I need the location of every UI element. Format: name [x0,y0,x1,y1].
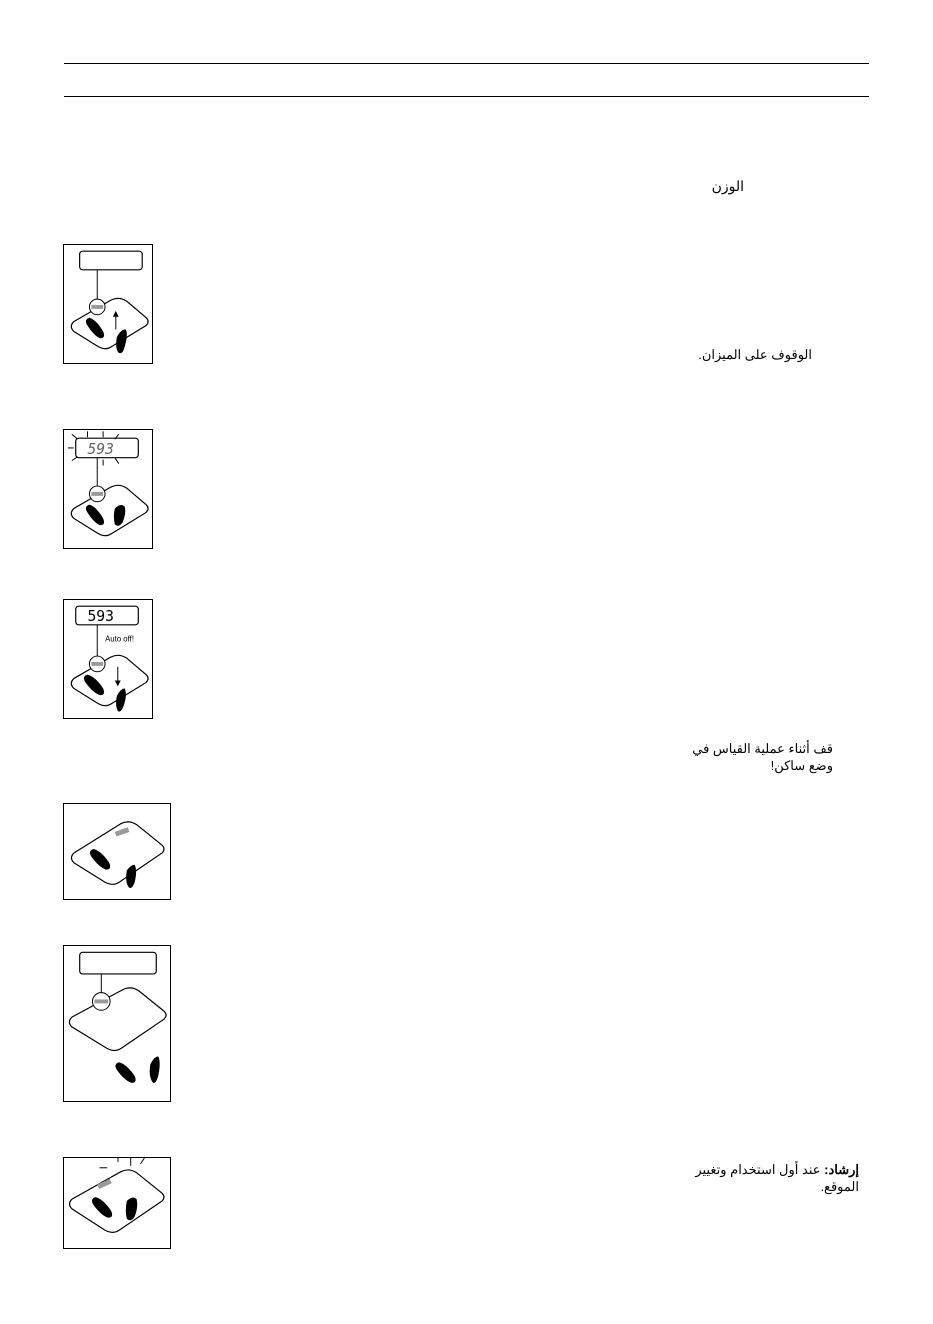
tip-line2: الموقع. [820,1179,859,1194]
tip-line1 [619,1161,859,1178]
section-heading: الوزن [711,178,744,194]
top-rule-1 [64,63,869,64]
final-reading-text: 593 [87,607,114,625]
figure-step-on-scale [63,244,153,364]
tip-label: إرشاد: [824,1162,859,1177]
figure-tip-tap-scale [63,1157,171,1249]
figure-scale-feet [63,803,171,900]
step-text-stand-still [593,740,833,774]
step-text-stand-still-line1: قف أثناء عملية القياس في [692,741,833,756]
blink-reading-text: 593 [87,440,114,458]
tip-text [619,1161,859,1195]
top-rule-2 [64,96,869,97]
auto-off-label: Auto off! [105,634,135,644]
tip-line1-text: عند أول استخدام وتغيير [695,1162,825,1177]
step-text-stand: الوقوف على الميزان. [698,347,812,362]
figure-blinking-display [63,429,153,549]
step-text-stand-still-line2: وضع ساكن! [770,758,833,773]
figure-step-off [63,945,171,1102]
figure-auto-off [63,599,153,719]
